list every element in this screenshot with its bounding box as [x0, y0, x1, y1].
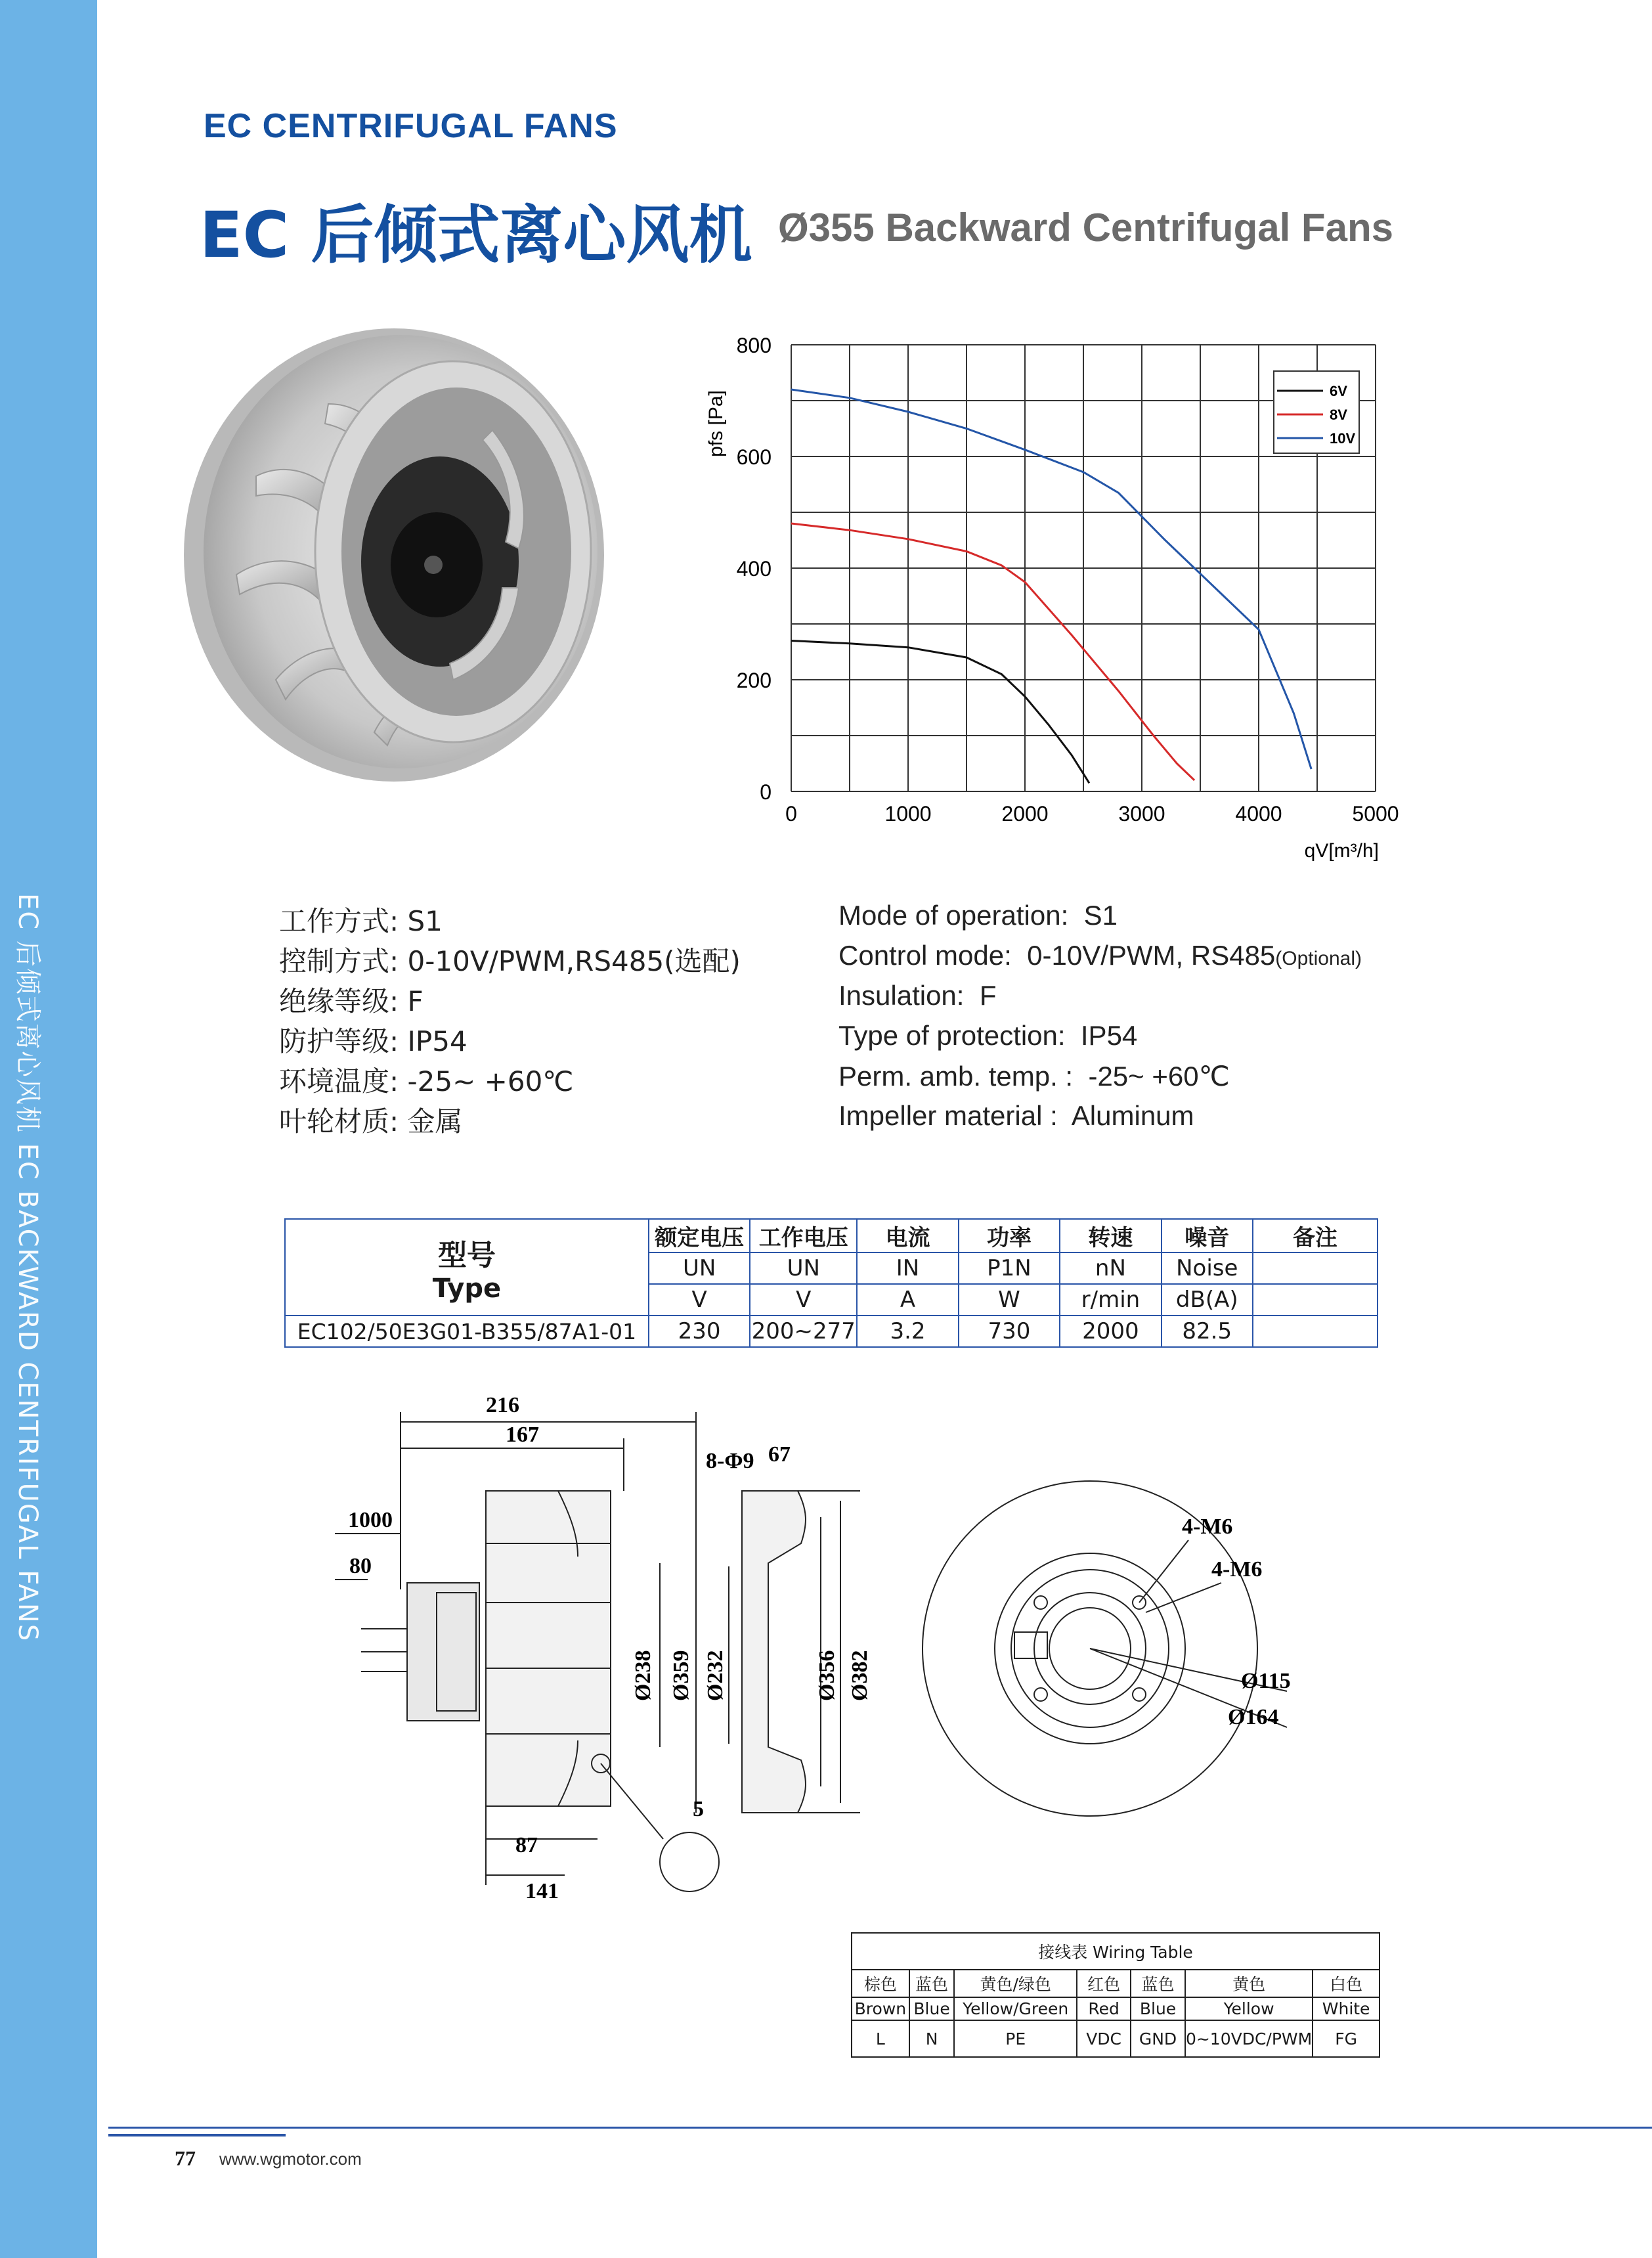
header-current: 电流: [857, 1219, 958, 1252]
spec-cn-row: [279, 1060, 573, 1099]
value-cell: 230: [649, 1316, 750, 1347]
series-line-8V: [791, 523, 1194, 780]
sidebar-vertical-text: EC 后倾式离心风机 EC BACKWARD CENTRIFUGAL FANS: [12, 893, 43, 1643]
header-speed: 转速: [1060, 1219, 1161, 1252]
wiring-title: 接线表 Wiring Table: [852, 1933, 1380, 1970]
technical-drawing: [309, 1392, 1293, 1905]
wiring-val-cell: 0~10VDC/PWM: [1185, 2020, 1313, 2057]
spec-cn-label: 绝缘等级:: [279, 985, 399, 1017]
header-remarks: 备注: [1253, 1219, 1378, 1252]
footer-rule: [108, 2127, 1652, 2129]
dim-356: Ø356: [815, 1650, 839, 1701]
header-noise: 噪音: [1162, 1219, 1253, 1252]
spec-en-value: -25~ +60℃: [1088, 1061, 1230, 1092]
spec-en-row: [838, 940, 1362, 971]
chart-series: [791, 389, 1311, 783]
legend-label: 10V: [1330, 430, 1356, 447]
value-cell: 730: [959, 1316, 1060, 1347]
dim-167: 167: [506, 1423, 539, 1447]
spec-cn-row: [279, 940, 741, 979]
spec-en-row: [838, 900, 1118, 931]
spec-cn-label: 控制方式:: [279, 945, 399, 977]
spec-cn-row: [279, 1100, 463, 1140]
dim-359: Ø359: [669, 1650, 693, 1701]
x-tick-label: 0: [785, 802, 797, 826]
spec-en-value: Aluminum: [1071, 1100, 1194, 1131]
wiring-val-cell: VDC: [1077, 2020, 1131, 2057]
page-number: 77: [175, 2146, 196, 2170]
spec-cn-value: F: [407, 985, 424, 1017]
spec-en-value: IP54: [1080, 1020, 1138, 1051]
value-cell: 2000: [1060, 1316, 1161, 1347]
wiring-table: [851, 1932, 1380, 2058]
x-tick-label: 2000: [1001, 802, 1049, 826]
spec-cn-value: -25~ +60℃: [407, 1065, 574, 1097]
symbol-cell: Noise: [1162, 1252, 1253, 1284]
value-cell: [1253, 1316, 1378, 1347]
spec-cn-label: 防护等级:: [279, 1025, 399, 1057]
spec-en-row: [838, 980, 996, 1011]
series-line-10V: [791, 389, 1311, 769]
dim-382: Ø382: [848, 1650, 872, 1701]
wiring-en-cell: Brown: [852, 1997, 909, 2020]
symbol-cell: P1N: [959, 1252, 1060, 1284]
unit-cell: dB(A): [1162, 1284, 1253, 1316]
wiring-cn-cell: 棕色: [852, 1970, 909, 1997]
spec-en-label: Perm. amb. temp. :: [838, 1061, 1074, 1092]
y-tick-label: 400: [736, 557, 772, 581]
spec-en-label: Control mode:: [838, 940, 1012, 971]
chart-xlabel: qV[m³/h]: [1304, 840, 1379, 862]
dim-1000: 1000: [348, 1508, 393, 1532]
dim-87: 87: [515, 1833, 538, 1857]
chart-ylabel: pfs [Pa]: [705, 390, 727, 457]
spec-en-label: Type of protection:: [838, 1020, 1066, 1051]
spec-cn-value: S1: [407, 905, 443, 937]
header-power: 功率: [959, 1219, 1060, 1252]
spec-en-value: S1: [1083, 900, 1118, 931]
spec-cn-row: [279, 900, 443, 939]
wiring-en-cell: Yellow: [1185, 1997, 1313, 2020]
wiring-cn-cell: 蓝色: [909, 1970, 955, 1997]
unit-cell: r/min: [1060, 1284, 1161, 1316]
spec-en-row: [838, 1100, 1194, 1132]
wiring-cn-cell: 白色: [1313, 1970, 1380, 1997]
spec-en-value: F: [979, 980, 997, 1011]
spec-en-label: Impeller material :: [838, 1100, 1058, 1131]
header-rated-voltage: 额定电压: [649, 1219, 750, 1252]
dim-67: 67: [768, 1442, 791, 1467]
value-cell: 82.5: [1162, 1316, 1253, 1347]
wiring-en-cell: Blue: [909, 1997, 955, 2020]
legend-label: 8V: [1330, 407, 1347, 423]
wiring-cn-cell: 红色: [1077, 1970, 1131, 1997]
legend-label: 6V: [1330, 383, 1347, 399]
dim-216: 216: [486, 1393, 519, 1417]
wiring-val-cell: N: [909, 2020, 955, 2057]
spec-cn-value: 0-10V/PWM,RS485(选配): [407, 945, 741, 977]
wiring-cn-cell: 蓝色: [1131, 1970, 1185, 1997]
spec-en-value: 0-10V/PWM, RS485: [1027, 940, 1276, 971]
y-tick-label: 800: [736, 334, 772, 357]
spec-cn-label: 环境温度:: [279, 1065, 399, 1097]
footer-rule-accent: [108, 2134, 286, 2136]
wiring-val-cell: L: [852, 2020, 909, 2057]
y-tick-label: 600: [736, 445, 772, 469]
page-title-cn: EC 后倾式离心风机: [200, 198, 752, 272]
symbol-cell: IN: [857, 1252, 958, 1284]
symbol-cell: UN: [750, 1252, 857, 1284]
type-header-cell: [285, 1219, 649, 1316]
dim-80: 80: [349, 1554, 372, 1578]
wiring-val-cell: FG: [1313, 2020, 1380, 2057]
spec-en-row: [838, 1020, 1137, 1052]
spec-en-note: (Optional): [1275, 948, 1362, 969]
page-title-en: Ø355 Backward Centrifugal Fans: [778, 206, 1393, 250]
dim-238: Ø238: [631, 1650, 655, 1701]
dim-5: 5: [693, 1797, 704, 1821]
dim-holes: 8-Φ9: [706, 1449, 754, 1473]
spec-cn-value: IP54: [407, 1025, 467, 1057]
spec-en-row: [838, 1060, 1230, 1092]
spec-cn-label: 工作方式:: [279, 905, 399, 937]
dim-232: Ø232: [703, 1650, 728, 1701]
series-line-6V: [791, 641, 1089, 784]
value-cell: 3.2: [857, 1316, 958, 1347]
x-tick-label: 5000: [1352, 802, 1399, 826]
type-en: Type: [432, 1273, 502, 1304]
value-cell: 200~277: [750, 1316, 857, 1347]
x-tick-label: 3000: [1118, 802, 1165, 826]
header-working-voltage: 工作电压: [750, 1219, 857, 1252]
unit-cell: V: [649, 1284, 750, 1316]
chart-legend: [1274, 371, 1359, 453]
dim-m6-a: 4-M6: [1182, 1515, 1233, 1539]
spec-cn-value: 金属: [407, 1105, 463, 1138]
wiring-cn-cell: 黄色: [1185, 1970, 1313, 1997]
spec-table: [284, 1218, 1378, 1348]
section-subtitle: EC CENTRIFUGAL FANS: [204, 107, 618, 145]
spec-cn-label: 叶轮材质:: [279, 1105, 399, 1138]
symbol-cell: nN: [1060, 1252, 1161, 1284]
y-tick-label: 200: [736, 669, 772, 692]
unit-cell: A: [857, 1284, 958, 1316]
model-cell: EC102/50E3G01-B355/87A1-01: [285, 1316, 649, 1347]
wiring-val-cell: GND: [1131, 2020, 1185, 2057]
wiring-en-cell: Yellow/Green: [954, 1997, 1077, 2020]
spec-en-label: Mode of operation:: [838, 900, 1069, 931]
dim-164: Ø164: [1228, 1705, 1279, 1729]
spec-cn-row: [279, 1020, 467, 1059]
spec-cn-row: [279, 980, 424, 1019]
wiring-en-cell: Blue: [1131, 1997, 1185, 2020]
wiring-en-cell: White: [1313, 1997, 1380, 2020]
y-tick-label: 0: [760, 780, 772, 804]
performance-chart: [683, 325, 1431, 870]
unit-cell: [1253, 1284, 1378, 1316]
unit-cell: W: [959, 1284, 1060, 1316]
dim-141: 141: [525, 1879, 559, 1903]
x-tick-label: 4000: [1235, 802, 1282, 826]
wiring-en-cell: Red: [1077, 1997, 1131, 2020]
spec-en-label: Insulation:: [838, 980, 965, 1011]
website-url: www.wgmotor.com: [219, 2149, 362, 2169]
symbol-cell: [1253, 1252, 1378, 1284]
wiring-cn-cell: 黄色/绿色: [954, 1970, 1077, 1997]
dim-115: Ø115: [1241, 1669, 1291, 1693]
type-cn: 型号: [437, 1238, 496, 1272]
wiring-val-cell: PE: [954, 2020, 1077, 2057]
fan-product-photo: [177, 312, 630, 798]
sidebar-band: [0, 0, 97, 2258]
unit-cell: V: [750, 1284, 857, 1316]
x-tick-label: 1000: [884, 802, 932, 826]
symbol-cell: UN: [649, 1252, 750, 1284]
dim-m6-b: 4-M6: [1211, 1557, 1263, 1582]
